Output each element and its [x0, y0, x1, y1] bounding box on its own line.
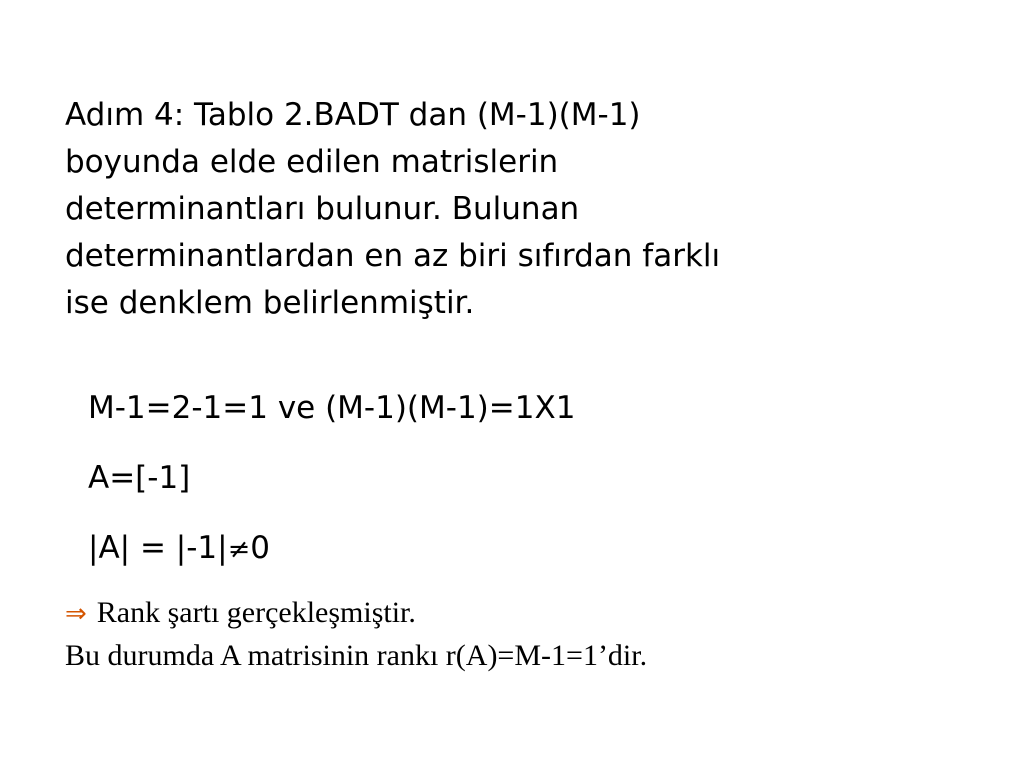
equation-dimension: M-1=2-1=1 ve (M-1)(M-1)=1X1 — [88, 390, 576, 426]
not-equal-symbol: ≠ — [227, 534, 251, 565]
step-line-2: boyunda elde edilen matrislerin — [65, 144, 559, 180]
conclusion-line-2: Bu durumda A matrisinin rankı r(A)=M-1=1’dir. — [65, 639, 648, 672]
determinant-right: 0 — [250, 530, 270, 566]
equation-matrix: A=[-1] — [88, 460, 191, 496]
step-description — [65, 92, 925, 327]
step-line-1: Adım 4: Tablo 2.BADT dan (M-1)(M-1) — [65, 97, 641, 133]
equation-determinant — [88, 528, 270, 570]
step-line-3: determinantları bulunur. Bulunan — [65, 191, 580, 227]
conclusion-text-1: Rank şartı gerçekleşmiştir. — [96, 596, 416, 629]
conclusion — [65, 592, 647, 677]
conclusion-line-1 — [65, 592, 647, 635]
determinant-left: |A| = |-1| — [88, 530, 228, 566]
step-line-5: ise denklem belirlenmiştir. — [65, 285, 475, 321]
implies-arrow-icon: ⇒ — [65, 599, 87, 629]
step-line-4: determinantlardan en az biri sıfırdan farklı — [65, 238, 721, 274]
